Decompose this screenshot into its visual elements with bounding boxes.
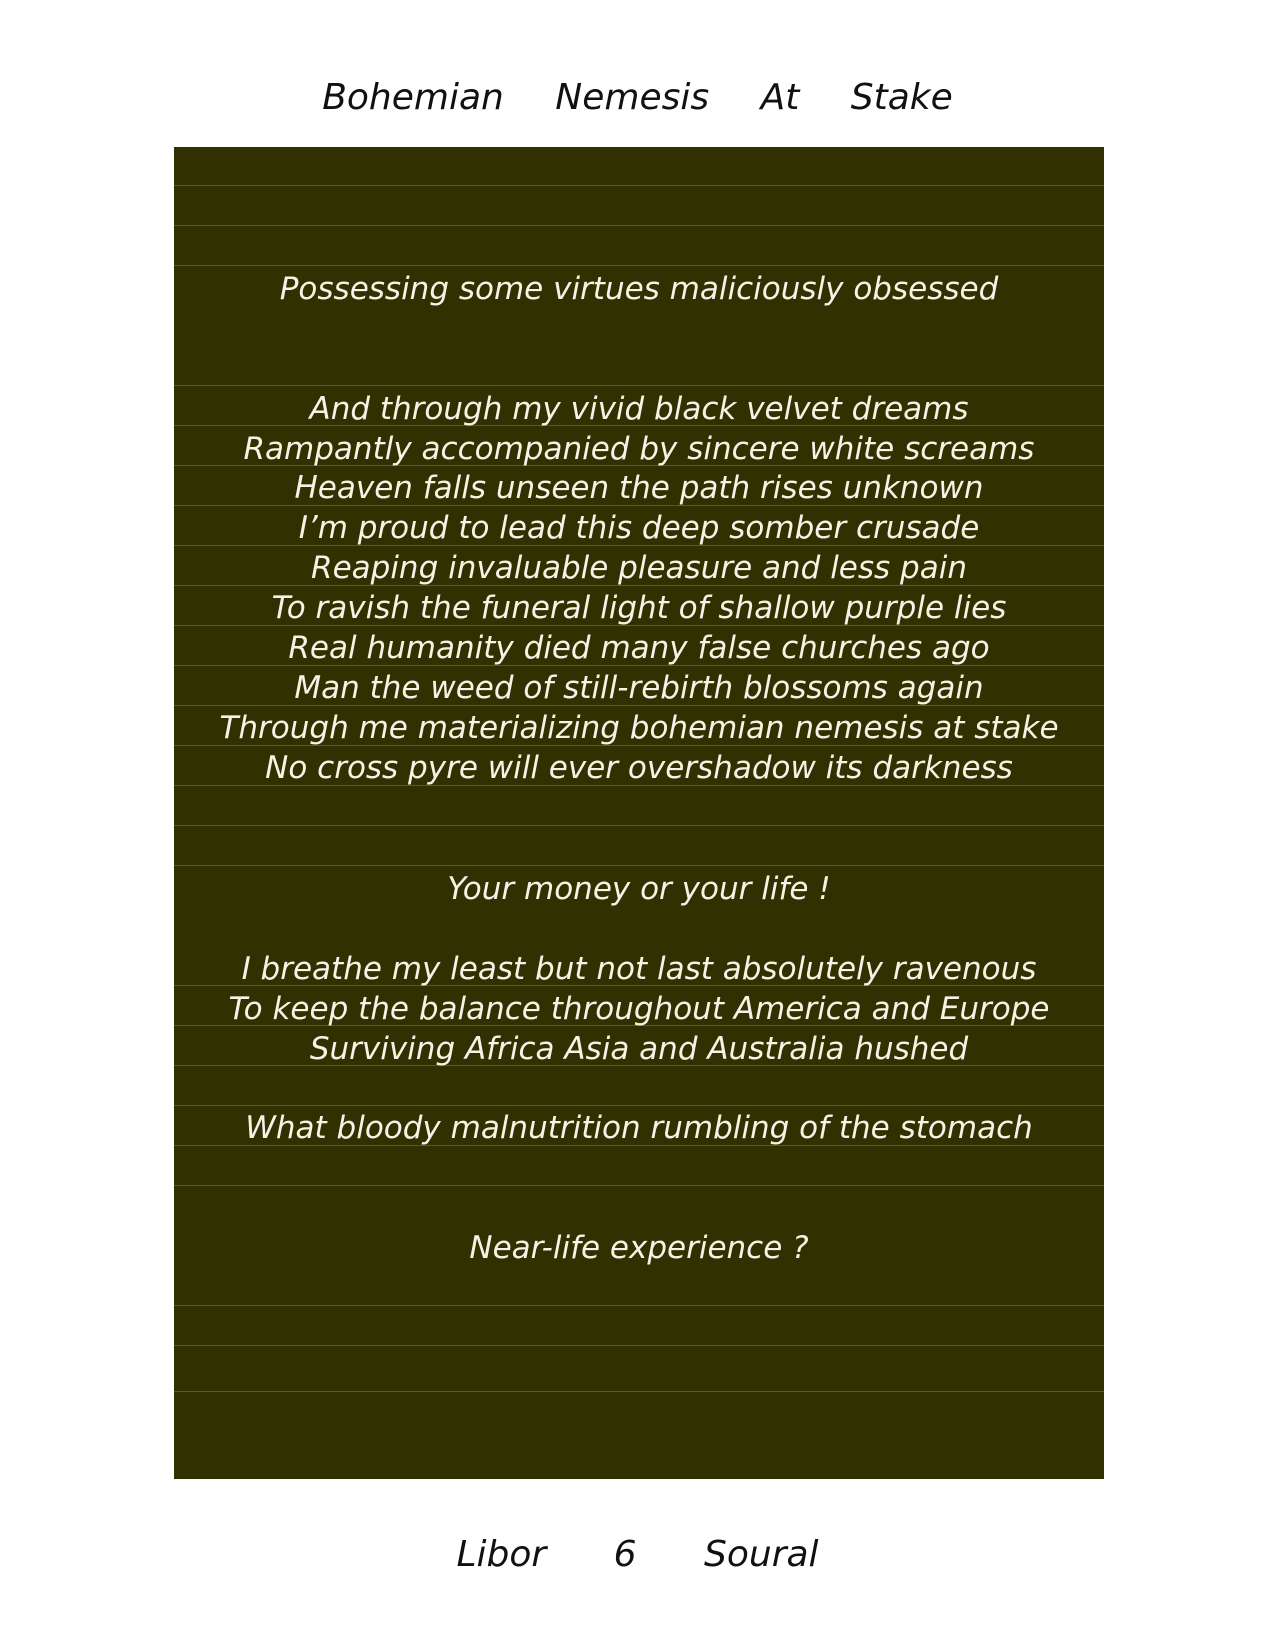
poem-line: I breathe my least but not last absolutely ravenous xyxy=(241,951,1037,987)
panel-rule xyxy=(174,225,1104,226)
poem-line: And through my vivid black velvet dreams xyxy=(309,391,969,427)
panel-rule xyxy=(174,385,1104,386)
panel-rule xyxy=(174,1305,1104,1306)
poem-line: Reaping invaluable pleasure and less pain xyxy=(311,550,967,586)
panel-rule xyxy=(174,1391,1104,1392)
panel-rule xyxy=(174,265,1104,266)
panel-rule xyxy=(174,865,1104,866)
title-word: Stake xyxy=(850,77,953,118)
poem-line: Your money or your life ! xyxy=(447,871,831,907)
poem-line: Through me materializing bohemian nemesis at stake xyxy=(219,710,1059,746)
poem-line: To keep the balance throughout America and Europe xyxy=(228,991,1050,1027)
panel-rule xyxy=(174,185,1104,186)
panel-rule xyxy=(174,1105,1104,1106)
page-number: 6 xyxy=(613,1534,637,1575)
poem-title xyxy=(0,72,1275,124)
poem-line: Surviving Africa Asia and Australia hushed xyxy=(309,1031,969,1067)
panel-rule xyxy=(174,1345,1104,1346)
page-footer xyxy=(0,1529,1275,1581)
poem-line: Real humanity died many false churches ago xyxy=(288,630,990,666)
poem-line: Rampantly accompanied by sincere white screams xyxy=(243,431,1035,467)
author-last-name: Soural xyxy=(704,1534,819,1575)
poem-line: Possessing some virtues maliciously obsessed xyxy=(279,271,999,307)
poem-line: What bloody malnutrition rumbling of the stomach xyxy=(245,1110,1033,1146)
poem-panel xyxy=(174,147,1104,1479)
title-word: Bohemian xyxy=(322,77,504,118)
poem-line: No cross pyre will ever overshadow its darkness xyxy=(265,750,1013,786)
title-word: At xyxy=(760,77,800,118)
author-first-name: Libor xyxy=(456,1534,547,1575)
poem-line: I’m proud to lead this deep somber crusade xyxy=(298,510,980,546)
poem-line: Heaven falls unseen the path rises unknown xyxy=(294,470,984,506)
panel-rule xyxy=(174,825,1104,826)
panel-rule xyxy=(174,1185,1104,1186)
poem-line: Near-life experience ? xyxy=(469,1230,809,1266)
poem-line: To ravish the funeral light of shallow purple lies xyxy=(271,590,1007,626)
title-word: Nemesis xyxy=(555,77,710,118)
poem-line: Man the weed of still-rebirth blossoms again xyxy=(294,670,984,706)
